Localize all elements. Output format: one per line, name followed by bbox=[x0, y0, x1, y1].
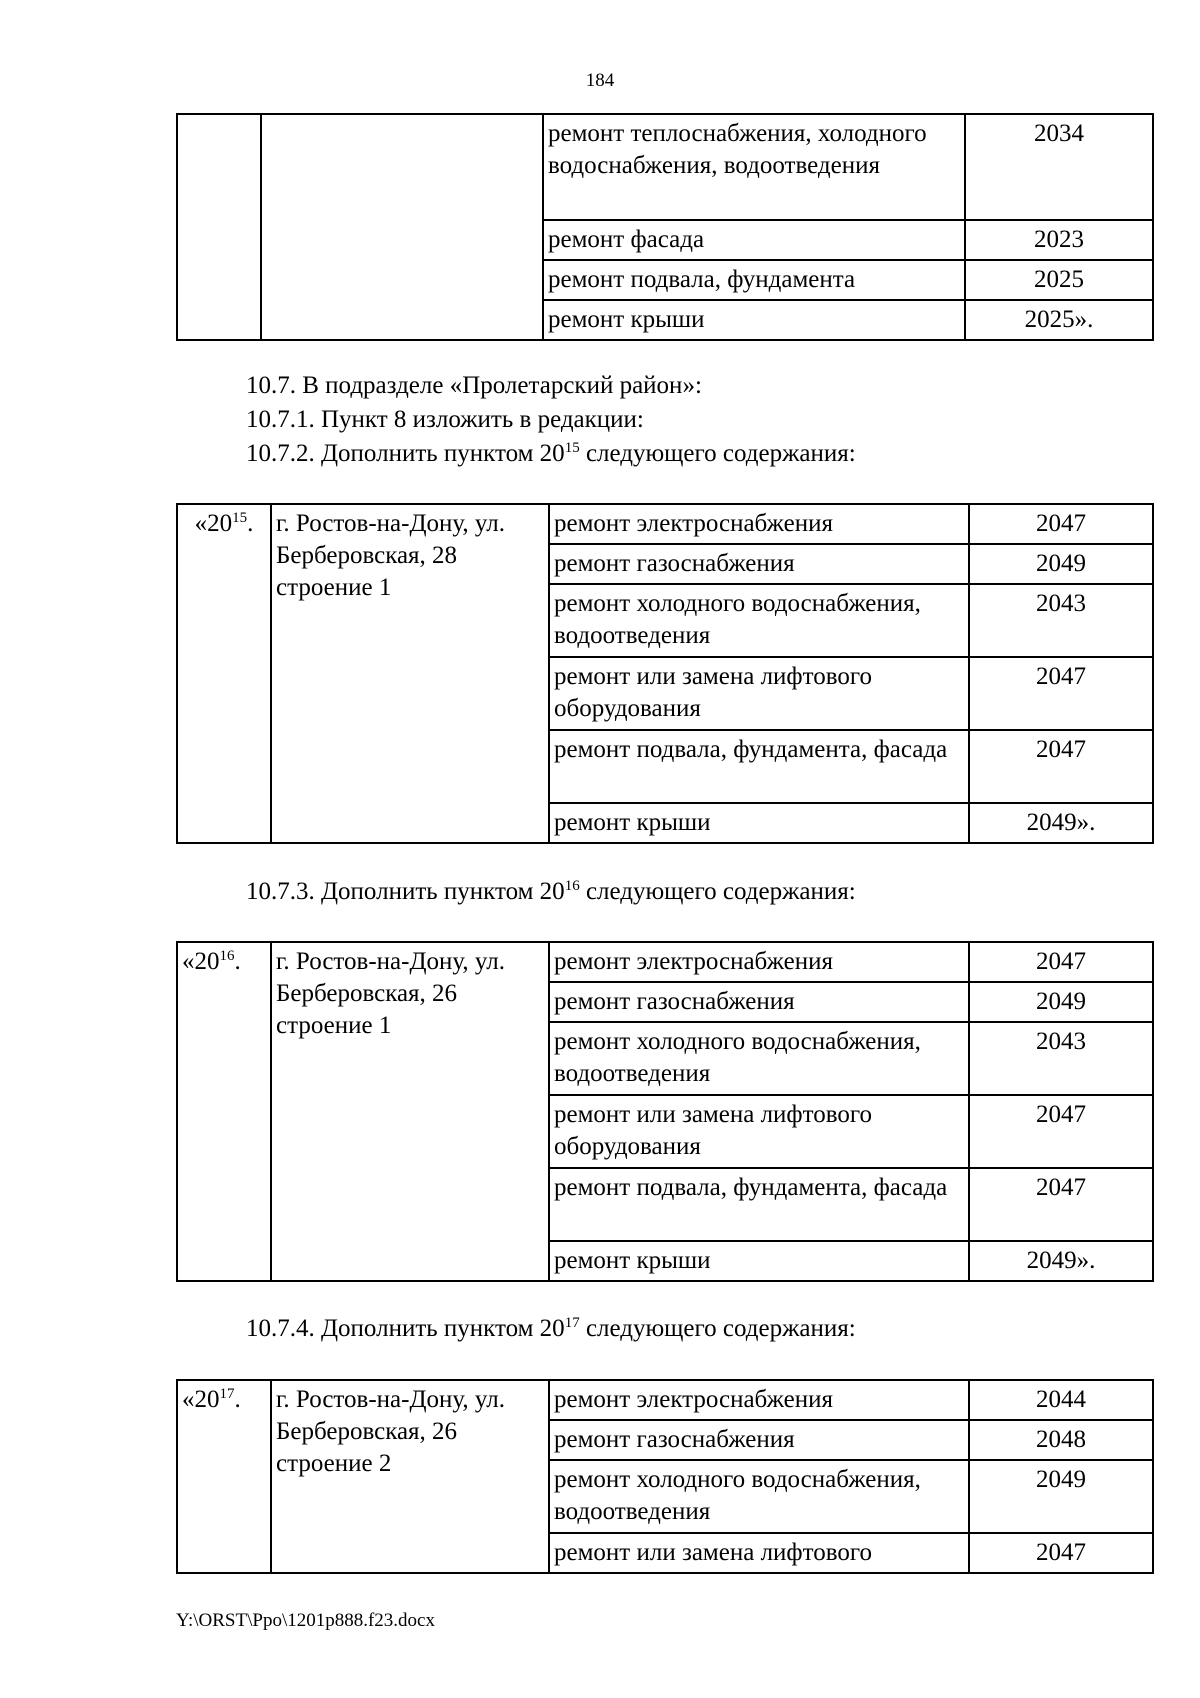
work-cell: ремонт электроснабжения bbox=[549, 942, 969, 982]
year-cell: 2047 bbox=[969, 942, 1153, 982]
address-cell bbox=[261, 114, 543, 340]
address-cell: г. Ростов-на-Дону, ул. Берберовская, 28 строение 1 bbox=[271, 504, 549, 843]
superscript: 16 bbox=[219, 948, 235, 964]
number-text: «20 bbox=[182, 1386, 220, 1413]
year-cell: 2047 bbox=[969, 1168, 1153, 1241]
year-cell: 2047 bbox=[969, 1533, 1153, 1573]
work-cell: ремонт подвала, фундамента bbox=[543, 260, 965, 300]
year-cell: 2043 bbox=[969, 1022, 1153, 1095]
year-cell: 2049». bbox=[969, 803, 1153, 843]
paragraph-text: следующего содержания: bbox=[579, 1315, 856, 1342]
year-cell: 2025». bbox=[965, 300, 1153, 340]
number-text: «20 bbox=[182, 948, 220, 975]
work-cell: ремонт крыши bbox=[549, 1241, 969, 1281]
work-cell: ремонт холодного водоснабжения, водоотведения bbox=[549, 584, 969, 657]
table-row bbox=[177, 114, 1153, 220]
work-cell: ремонт крыши bbox=[549, 803, 969, 843]
superscript: 15 bbox=[564, 440, 580, 456]
paragraph-item-10-7-4 bbox=[246, 1313, 856, 1345]
year-cell: 2044 bbox=[969, 1380, 1153, 1420]
year-cell: 2048 bbox=[969, 1420, 1153, 1460]
work-cell: ремонт теплоснабжения, холодного водоснабжения, водоотведения bbox=[543, 114, 965, 220]
paragraph-subsection: 10.7. В подразделе «Пролетарский район»: bbox=[246, 372, 702, 399]
paragraph-item-10-7-3 bbox=[246, 876, 856, 908]
number-text: . bbox=[234, 1386, 241, 1413]
work-cell: ремонт подвала, фундамента, фасада bbox=[549, 1168, 969, 1241]
work-cell: ремонт газоснабжения bbox=[549, 1420, 969, 1460]
footer-file-path: Y:\ORST\Ppo\1201p888.f23.docx bbox=[176, 1610, 435, 1631]
number-cell bbox=[177, 942, 271, 1281]
year-cell: 2025 bbox=[965, 260, 1153, 300]
number-text: . bbox=[234, 948, 241, 975]
paragraph-text: 10.7.2. Дополнить пунктом 20 bbox=[246, 440, 565, 467]
year-cell: 2034 bbox=[965, 114, 1153, 220]
number-text: «20 bbox=[194, 510, 233, 537]
work-cell: ремонт электроснабжения bbox=[549, 504, 969, 544]
year-cell: 2047 bbox=[969, 504, 1153, 544]
work-cell: ремонт фасада bbox=[543, 220, 965, 260]
superscript: 17 bbox=[219, 1386, 235, 1402]
table-row bbox=[177, 942, 1153, 982]
paragraph-item-10-7-1: 10.7.1. Пункт 8 изложить в редакции: bbox=[246, 406, 644, 433]
work-cell: ремонт или замена лифтового оборудования bbox=[549, 657, 969, 730]
paragraph-item-10-7-2 bbox=[246, 438, 856, 470]
table-item-20-16 bbox=[176, 941, 1154, 1282]
number-text: . bbox=[247, 510, 254, 537]
work-cell: ремонт газоснабжения bbox=[549, 982, 969, 1022]
paragraph-text: 10.7.4. Дополнить пунктом 20 bbox=[246, 1315, 565, 1342]
year-cell: 2043 bbox=[969, 584, 1153, 657]
work-cell: ремонт подвала, фундамента, фасада bbox=[549, 730, 969, 803]
superscript: 17 bbox=[564, 1315, 580, 1331]
table-continuation bbox=[176, 113, 1154, 341]
year-cell: 2047 bbox=[969, 1095, 1153, 1168]
work-cell: ремонт или замена лифтового bbox=[549, 1533, 969, 1573]
work-cell: ремонт холодного водоснабжения, водоотведения bbox=[549, 1460, 969, 1533]
work-cell: ремонт газоснабжения bbox=[549, 544, 969, 584]
year-cell: 2049 bbox=[969, 1460, 1153, 1533]
work-cell: ремонт или замена лифтового оборудования bbox=[549, 1095, 969, 1168]
table-row bbox=[177, 1380, 1153, 1420]
paragraph-text: следующего содержания: bbox=[579, 878, 856, 905]
number-cell bbox=[177, 1380, 271, 1573]
year-cell: 2047 bbox=[969, 730, 1153, 803]
year-cell: 2049 bbox=[969, 544, 1153, 584]
table-row bbox=[177, 504, 1153, 544]
year-cell: 2049». bbox=[969, 1241, 1153, 1281]
number-cell bbox=[177, 114, 261, 340]
address-cell: г. Ростов-на-Дону, ул. Берберовская, 26 строение 2 bbox=[271, 1380, 549, 1573]
number-cell bbox=[177, 504, 271, 843]
year-cell: 2047 bbox=[969, 657, 1153, 730]
year-cell: 2049 bbox=[969, 982, 1153, 1022]
work-cell: ремонт электроснабжения bbox=[549, 1380, 969, 1420]
table-item-20-17 bbox=[176, 1379, 1154, 1574]
superscript: 16 bbox=[564, 878, 580, 894]
superscript: 15 bbox=[232, 510, 248, 526]
year-cell: 2023 bbox=[965, 220, 1153, 260]
page-number: 184 bbox=[585, 70, 615, 91]
work-cell: ремонт холодного водоснабжения, водоотведения bbox=[549, 1022, 969, 1095]
paragraph-text: 10.7.3. Дополнить пунктом 20 bbox=[246, 878, 565, 905]
address-cell: г. Ростов-на-Дону, ул. Берберовская, 26 строение 1 bbox=[271, 942, 549, 1281]
table-item-20-15 bbox=[176, 503, 1154, 844]
work-cell: ремонт крыши bbox=[543, 300, 965, 340]
paragraph-text: следующего содержания: bbox=[579, 440, 856, 467]
